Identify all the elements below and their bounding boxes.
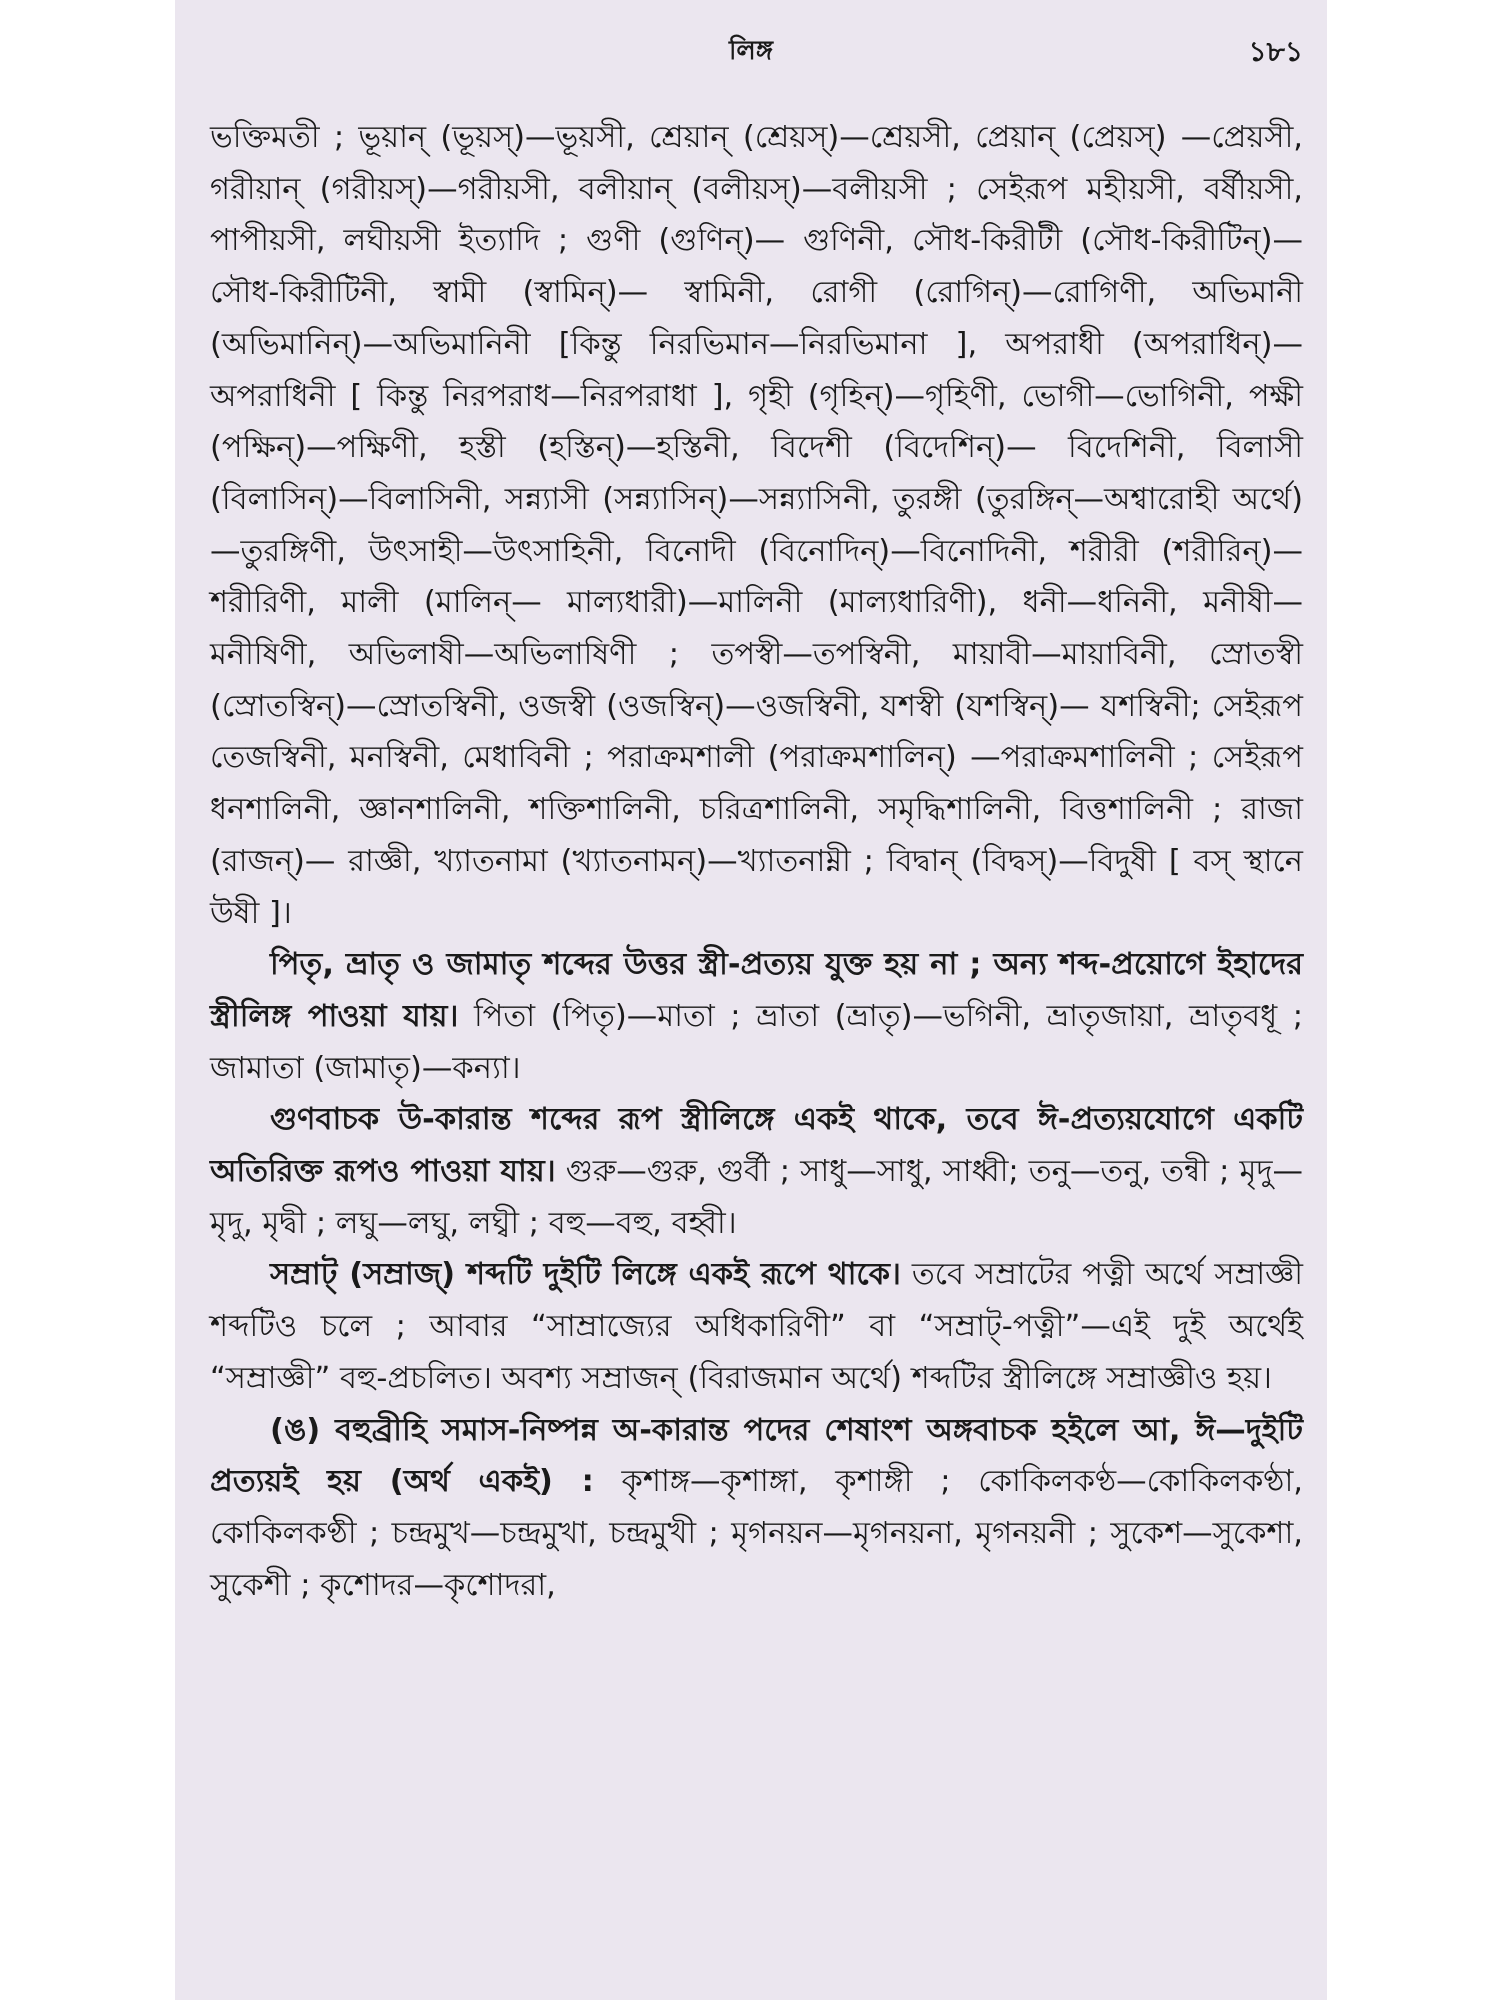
body-text <box>210 112 1303 1611</box>
paragraph-4-lead: সম্রাট্ (সম্রাজ্) শব্দটি দুইটি লিঙ্গে একই রূপে থাকে। <box>270 1257 901 1293</box>
book-page <box>175 0 1327 2000</box>
paragraph-5-lead: (ঙ) বহুব্রীহি সমাস-নিষ্পন্ন অ-কারান্ত পদের শেষাংশ অঙ্গবাচক হইলে আ, ঈ—দুইটি প্রত্যয়ই হয় (অর্থ একই) : <box>210 1412 1303 1500</box>
paragraph-4 <box>210 1249 1303 1404</box>
paragraph-3 <box>210 1094 1303 1249</box>
paragraph-1-text: ভক্তিমতী ; ভূয়ান্ (ভূয়স্)—ভূয়সী, শ্রেয়ান্ (শ্রেয়স্)—শ্রেয়সী, প্রেয়ান্ (প্রেয়স্) —প্রেয়সী, গরীয়ান্ (গরীয়স্)—গরীয়সী, বলীয়ান্ (বলীয়স্)—বলীয়সী ; সেইরূপ মহীয়সী, বর্ষীয়সী, পাপীয়সী, লঘীয়সী ইত্যাদি ; গুণী (গুণিন্)— গুণিনী, সৌধ-কিরীটী (সৌধ-কিরীটিন্)—সৌধ-কিরীটিনী, স্বামী (স্বামিন্)— স্বামিনী, রোগী (রোগিন্)—রোগিণী, অভিমানী (অভিমানিন্)—অভিমানিনী [কিন্তু নিরভিমান—নিরভিমানা ], অপরাধী (অপরাধিন্)—অপরাধিনী [ কিন্তু নিরপরাধ—নিরপরাধা ], গৃহী (গৃহিন্)—গৃহিণী, ভোগী—ভোগিনী, পক্ষী (পক্ষিন্)—পক্ষিণী, হস্তী (হস্তিন্)—হস্তিনী, বিদেশী (বিদেশিন্)— বিদেশিনী, বিলাসী (বিলাসিন্)—বিলাসিনী, সন্ন্যাসী (সন্ন্যাসিন্)—সন্ন্যাসিনী, তুরঙ্গী (তুরঙ্গিন্—অশ্বারোহী অর্থে)—তুরঙ্গিণী, উৎসাহী—উৎসাহিনী, বিনোদী (বিনোদিন্)—বিনোদিনী, শরীরী (শরীরিন্)—শরীরিণী, মালী (মালিন্— মাল্যধারী)—মালিনী (মাল্যধারিণী), ধনী—ধনিনী, মনীষী—মনীষিণী, অভিলাষী—অভিলাষিণী ; তপস্বী—তপস্বিনী, মায়াবী—মায়াবিনী, স্রোতস্বী (স্রোতস্বিন্)—স্রোতস্বিনী, ওজস্বী (ওজস্বিন্)—ওজস্বিনী, যশস্বী (যশস্বিন্)— যশস্বিনী; সেইরূপ তেজস্বিনী, মনস্বিনী, মেধাবিনী ; পরাক্রমশালী (পরাক্রমশালিন্) —পরাক্রমশালিনী ; সেইরূপ ধনশালিনী, জ্ঞানশালিনী, শক্তিশালিনী, চরিত্রশালিনী, সমৃদ্ধিশালিনী, বিত্তশালিনী ; রাজা (রাজন্)— রাজ্ঞী, খ্যাতনামা (খ্যাতনামন্)—খ্যাতনাম্নী ; বিদ্বান্ (বিদ্বস্)—বিদুষী [ বস্ স্থানে উষী ]। <box>210 120 1303 931</box>
paragraph-2-text: পিতা (পিতৃ)—মাতা ; ভ্রাতা (ভ্রাতৃ)—ভগিনী, ভ্রাতৃজায়া, ভ্রাতৃবধূ ; জামাতা (জামাতৃ)—কন্যা। <box>210 998 1303 1086</box>
paragraph-5-text: কৃশাঙ্গ—কৃশাঙ্গা, কৃশাঙ্গী ; কোকিলকণ্ঠ—কোকিলকণ্ঠা, কোকিলকণ্ঠী ; চন্দ্রমুখ—চন্দ্রমুখা, চন্দ্রমুখী ; মৃগনয়ন—মৃগনয়না, মৃগনয়নী ; সুকেশ—সুকেশা, সুকেশী ; কৃশোদর—কৃশোদরা, <box>210 1464 1303 1603</box>
page-number: ১৮১ <box>1248 35 1303 68</box>
paragraph-2 <box>210 939 1303 1094</box>
paragraph-4-text: তবে সম্রাটের পত্নী অর্থে সম্রাজ্ঞী শব্দটিও চলে ; আবার “সাম্রাজ্যের অধিকারিণী” বা “সম্রাট্-পত্নী”—এই দুই অর্থেই “সম্রাজ্ঞী” বহু-প্রচলিত। অবশ্য সম্রাজন্ (বিরাজমান অর্থে) শব্দটির স্ত্রীলিঙ্গে সম্রাজ্ঞীও হয়। <box>210 1257 1303 1396</box>
paragraph-2-lead: পিতৃ, ভ্রাতৃ ও জামাতৃ শব্দের উত্তর স্ত্রী-প্রত্যয় যুক্ত হয় না ; অন্য শব্দ-প্রয়োগে ইহাদের স্ত্রীলিঙ্গ পাওয়া যায়। <box>210 947 1303 1034</box>
paragraph-1 <box>210 112 1303 939</box>
paragraph-3-text: গুরু—গুরু, গুর্বী ; সাধু—সাধু, সাধ্বী; তনু—তনু, তন্বী ; মৃদু—মৃদু, মৃদ্বী ; লঘু—লঘু, লঘ্বী ; বহু—বহু, বহ্বী। <box>210 1154 1303 1241</box>
paragraph-5 <box>210 1405 1303 1612</box>
paragraph-3-lead: গুণবাচক উ-কারান্ত শব্দের রূপ স্ত্রীলিঙ্গে একই থাকে, তবে ঈ-প্রত্যয়যোগে একটি অতিরিক্ত রূপও পাওয়া যায়। <box>210 1102 1303 1190</box>
running-title: লিঙ্গ <box>728 36 774 66</box>
page-header <box>175 30 1327 76</box>
